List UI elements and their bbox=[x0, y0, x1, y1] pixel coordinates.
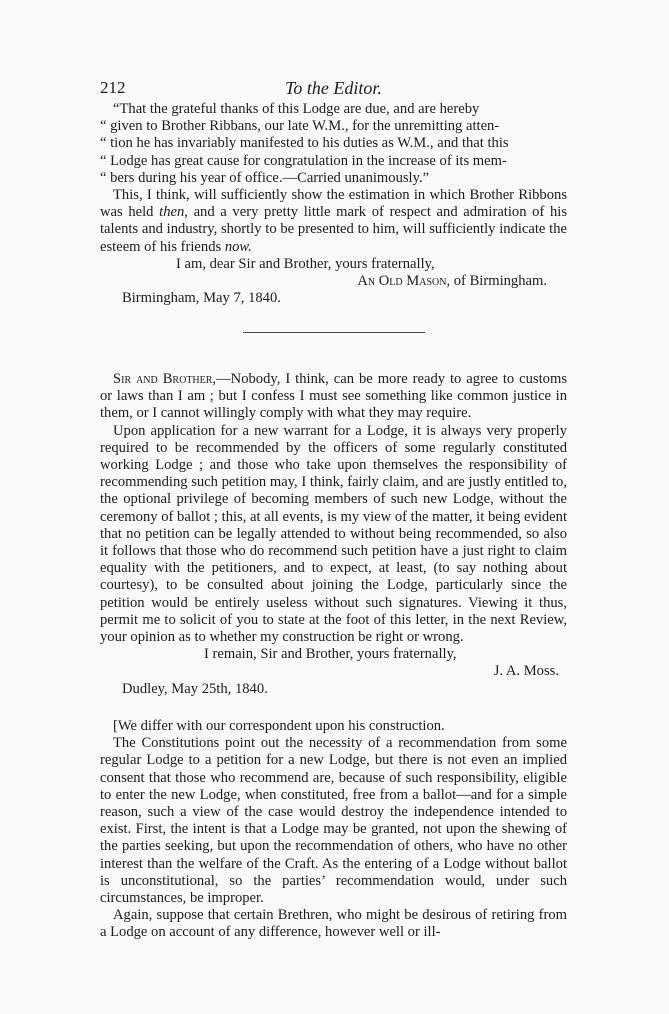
body-paragraph: Again, suppose that certain Brethren, who might be desirous of retiring from a Lodge on account of any difference, however well or ill- bbox=[100, 907, 567, 941]
page-number: 212 bbox=[100, 78, 126, 97]
quote-line: “That the grateful thanks of this Lodge are due, and are hereby bbox=[113, 101, 480, 117]
quote-line: “ Lodge has great cause for congratulation in the increase of its mem- bbox=[100, 152, 507, 169]
body-paragraph: Sir and Brother,—Nobody, I think, can be more ready to agree to customs or laws than I am ; but I confess I must see something like common justice in them, or I cannot willingly comply with what they may require. bbox=[100, 371, 567, 422]
signature: J. A. Moss. bbox=[493, 663, 559, 680]
closing-line: I remain, Sir and Brother, yours fraternally, bbox=[204, 646, 457, 663]
letter-moss bbox=[100, 371, 567, 698]
letter-old-mason bbox=[100, 101, 567, 307]
body-paragraph: Upon application for a new warrant for a Lodge, it is always very properly required to be recommended by the officers of some regularly constituted working Lodge ; and those who take upon themselves the responsibility of recommending such petition may, I think, fairly claim, and are justly entitled to, the optional privilege of becoming members of such new Lodge, without the ceremony of ballot ; this, at all events, is my view of the matter, it being evident that no petition can be legally attended to without being recommended, so also it follows that those who do recommend such petition have a just right to claim equality with the petitioners, and to expect, at least, (to say nothing about courtesy), to be consulted about joining the Lodge, particularly since the petition would be entirely useless without such signatures. Viewing it thus, permit me to solicit of you to state at the foot of this letter, in the next Review, your opinion as to whether my construction be right or wrong. bbox=[100, 422, 567, 646]
body-paragraph: This, I think, will sufficiently show the estimation in which Brother Ribbons was held then, and a very pretty little mark of respect and admiration of his talents and industry, shortly to be presented to him, will sufficiently indicate the esteem of his friends now. bbox=[100, 187, 567, 255]
resolution-quote bbox=[100, 101, 567, 187]
quote-line: “ bers during his year of office.—Carried unanimously.” bbox=[100, 169, 430, 186]
body-paragraph: [We differ with our correspondent upon his construction. bbox=[113, 718, 445, 734]
place-date: Dudley, May 25th, 1840. bbox=[122, 680, 268, 697]
quote-line: “ tion he has invariably manifested to his duties as W.M., and that this bbox=[100, 135, 509, 152]
closing-line: I am, dear Sir and Brother, yours fraternally, bbox=[176, 255, 435, 272]
signature: An Old Mason, of Birmingham. bbox=[357, 273, 547, 290]
section-divider bbox=[243, 332, 425, 333]
running-title: To the Editor. bbox=[285, 78, 382, 98]
quote-line: “ given to Brother Ribbans, our late W.M., for the unremitting atten- bbox=[100, 118, 500, 135]
salutation: Sir and Brother, bbox=[113, 371, 217, 387]
editor-reply bbox=[100, 718, 567, 942]
place-date: Birmingham, May 7, 1840. bbox=[122, 290, 281, 307]
page-header bbox=[100, 78, 567, 102]
body-paragraph: The Constitutions point out the necessity of a recommendation from some regular Lodge to a petition for a new Lodge, but there is not even an implied consent that those who recommend are, because of such responsibility, eligible to enter the new Lodge, when constituted, free from a ballot—and for a simple reason, such a view of the case would destroy the independence intended to exist. First, the intent is that a Lodge may be granted, not upon the shewing of the parties seeking, but upon the recommendation of others, who have no other interest than the welfare of the Craft. As the entering of a Lodge without ballot is unconstitutional, so the parties’ recommendation would, under such circumstances, be improper. bbox=[100, 735, 567, 907]
